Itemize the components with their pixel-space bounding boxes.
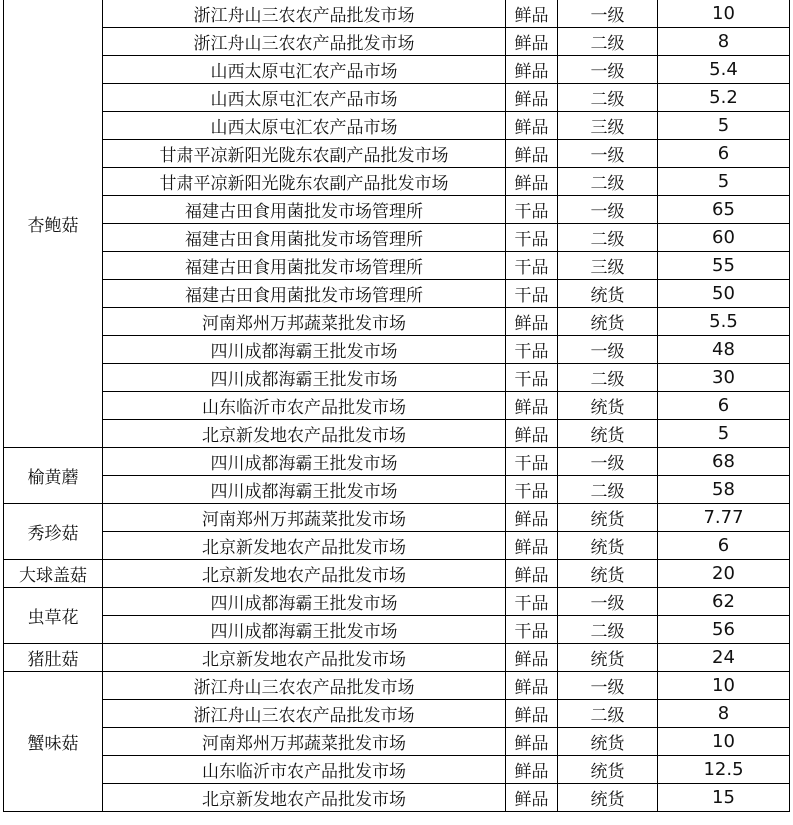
market-cell: 福建古田食用菌批发市场管理所 [103, 252, 506, 280]
table-row [4, 280, 790, 308]
form-cell: 鲜品 [506, 392, 558, 420]
table-row [4, 644, 790, 672]
price-cell: 24 [658, 644, 790, 672]
variety-cell: 秀珍菇 [4, 504, 103, 560]
price-cell: 5 [658, 420, 790, 448]
market-cell: 四川成都海霸王批发市场 [103, 616, 506, 644]
market-cell: 北京新发地农产品批发市场 [103, 532, 506, 560]
price-cell: 15 [658, 784, 790, 812]
table-row [4, 560, 790, 588]
price-table [3, 0, 790, 812]
form-cell: 干品 [506, 448, 558, 476]
form-cell: 鲜品 [506, 84, 558, 112]
market-cell: 甘肃平凉新阳光陇东农副产品批发市场 [103, 168, 506, 196]
grade-cell: 统货 [558, 280, 658, 308]
grade-cell: 一级 [558, 672, 658, 700]
market-cell: 山东临沂市农产品批发市场 [103, 756, 506, 784]
table-row [4, 784, 790, 812]
table-row [4, 308, 790, 336]
form-cell: 干品 [506, 588, 558, 616]
form-cell: 鲜品 [506, 672, 558, 700]
price-table-body [4, 0, 790, 812]
market-cell: 四川成都海霸王批发市场 [103, 448, 506, 476]
market-cell: 山西太原屯汇农产品市场 [103, 112, 506, 140]
market-cell: 四川成都海霸王批发市场 [103, 476, 506, 504]
price-cell: 6 [658, 532, 790, 560]
grade-cell: 一级 [558, 588, 658, 616]
grade-cell: 一级 [558, 56, 658, 84]
form-cell: 鲜品 [506, 784, 558, 812]
grade-cell: 二级 [558, 476, 658, 504]
price-cell: 8 [658, 700, 790, 728]
form-cell: 鲜品 [506, 532, 558, 560]
form-cell: 鲜品 [506, 56, 558, 84]
price-cell: 62 [658, 588, 790, 616]
grade-cell: 统货 [558, 392, 658, 420]
form-cell: 干品 [506, 616, 558, 644]
grade-cell: 统货 [558, 784, 658, 812]
price-cell: 58 [658, 476, 790, 504]
price-cell: 68 [658, 448, 790, 476]
grade-cell: 一级 [558, 336, 658, 364]
form-cell: 鲜品 [506, 504, 558, 532]
market-cell: 福建古田食用菌批发市场管理所 [103, 224, 506, 252]
form-cell: 鲜品 [506, 420, 558, 448]
table-row [4, 84, 790, 112]
table-row [4, 532, 790, 560]
price-cell: 50 [658, 280, 790, 308]
market-cell: 浙江舟山三农农产品批发市场 [103, 672, 506, 700]
table-row [4, 588, 790, 616]
price-cell: 10 [658, 0, 790, 28]
table-row [4, 140, 790, 168]
grade-cell: 统货 [558, 560, 658, 588]
table-row [4, 700, 790, 728]
form-cell: 干品 [506, 364, 558, 392]
grade-cell: 一级 [558, 140, 658, 168]
market-cell: 河南郑州万邦蔬菜批发市场 [103, 504, 506, 532]
grade-cell: 统货 [558, 728, 658, 756]
market-cell: 北京新发地农产品批发市场 [103, 644, 506, 672]
variety-cell: 大球盖菇 [4, 560, 103, 588]
market-cell: 山东临沂市农产品批发市场 [103, 392, 506, 420]
variety-cell: 蟹味菇 [4, 672, 103, 812]
price-cell: 5 [658, 112, 790, 140]
price-cell: 6 [658, 140, 790, 168]
price-cell: 8 [658, 28, 790, 56]
market-cell: 四川成都海霸王批发市场 [103, 364, 506, 392]
price-cell: 7.77 [658, 504, 790, 532]
market-cell: 山西太原屯汇农产品市场 [103, 84, 506, 112]
market-cell: 山西太原屯汇农产品市场 [103, 56, 506, 84]
price-cell: 65 [658, 196, 790, 224]
market-cell: 福建古田食用菌批发市场管理所 [103, 280, 506, 308]
form-cell: 干品 [506, 280, 558, 308]
market-cell: 北京新发地农产品批发市场 [103, 560, 506, 588]
form-cell: 鲜品 [506, 756, 558, 784]
table-row [4, 504, 790, 532]
variety-cell: 猪肚菇 [4, 644, 103, 672]
price-cell: 5.4 [658, 56, 790, 84]
table-row [4, 336, 790, 364]
price-cell: 6 [658, 392, 790, 420]
price-cell: 55 [658, 252, 790, 280]
table-row [4, 728, 790, 756]
grade-cell: 二级 [558, 700, 658, 728]
price-cell: 20 [658, 560, 790, 588]
price-cell: 56 [658, 616, 790, 644]
grade-cell: 统货 [558, 532, 658, 560]
grade-cell: 一级 [558, 196, 658, 224]
form-cell: 鲜品 [506, 560, 558, 588]
price-cell: 60 [658, 224, 790, 252]
grade-cell: 统货 [558, 644, 658, 672]
form-cell: 鲜品 [506, 168, 558, 196]
table-row [4, 168, 790, 196]
table-row [4, 0, 790, 28]
form-cell: 干品 [506, 336, 558, 364]
form-cell: 鲜品 [506, 308, 558, 336]
grade-cell: 一级 [558, 0, 658, 28]
grade-cell: 统货 [558, 756, 658, 784]
price-cell: 5 [658, 168, 790, 196]
form-cell: 干品 [506, 476, 558, 504]
table-row [4, 28, 790, 56]
form-cell: 鲜品 [506, 112, 558, 140]
price-cell: 10 [658, 672, 790, 700]
market-cell: 浙江舟山三农农产品批发市场 [103, 700, 506, 728]
price-cell: 30 [658, 364, 790, 392]
table-row [4, 756, 790, 784]
market-cell: 四川成都海霸王批发市场 [103, 336, 506, 364]
grade-cell: 二级 [558, 224, 658, 252]
grade-cell: 二级 [558, 364, 658, 392]
market-cell: 河南郑州万邦蔬菜批发市场 [103, 308, 506, 336]
table-row [4, 476, 790, 504]
grade-cell: 二级 [558, 84, 658, 112]
form-cell: 鲜品 [506, 728, 558, 756]
table-row [4, 616, 790, 644]
table-row [4, 392, 790, 420]
grade-cell: 三级 [558, 112, 658, 140]
grade-cell: 统货 [558, 420, 658, 448]
price-cell: 12.5 [658, 756, 790, 784]
form-cell: 鲜品 [506, 700, 558, 728]
form-cell: 干品 [506, 196, 558, 224]
price-cell: 10 [658, 728, 790, 756]
table-row [4, 224, 790, 252]
market-cell: 甘肃平凉新阳光陇东农副产品批发市场 [103, 140, 506, 168]
table-row [4, 112, 790, 140]
table-row [4, 252, 790, 280]
variety-cell: 榆黄蘑 [4, 448, 103, 504]
grade-cell: 统货 [558, 308, 658, 336]
table-row [4, 420, 790, 448]
form-cell: 鲜品 [506, 0, 558, 28]
price-cell: 5.5 [658, 308, 790, 336]
table-row [4, 448, 790, 476]
market-cell: 浙江舟山三农农产品批发市场 [103, 0, 506, 28]
grade-cell: 二级 [558, 616, 658, 644]
variety-cell: 杏鲍菇 [4, 0, 103, 448]
form-cell: 干品 [506, 252, 558, 280]
form-cell: 鲜品 [506, 28, 558, 56]
form-cell: 鲜品 [506, 140, 558, 168]
grade-cell: 二级 [558, 28, 658, 56]
form-cell: 鲜品 [506, 644, 558, 672]
grade-cell: 一级 [558, 448, 658, 476]
grade-cell: 三级 [558, 252, 658, 280]
market-cell: 浙江舟山三农农产品批发市场 [103, 28, 506, 56]
market-cell: 福建古田食用菌批发市场管理所 [103, 196, 506, 224]
price-cell: 48 [658, 336, 790, 364]
table-row [4, 364, 790, 392]
variety-cell: 虫草花 [4, 588, 103, 644]
market-cell: 北京新发地农产品批发市场 [103, 784, 506, 812]
table-row [4, 56, 790, 84]
grade-cell: 二级 [558, 168, 658, 196]
market-cell: 北京新发地农产品批发市场 [103, 420, 506, 448]
market-cell: 四川成都海霸王批发市场 [103, 588, 506, 616]
form-cell: 干品 [506, 224, 558, 252]
table-row [4, 196, 790, 224]
price-cell: 5.2 [658, 84, 790, 112]
grade-cell: 统货 [558, 504, 658, 532]
market-cell: 河南郑州万邦蔬菜批发市场 [103, 728, 506, 756]
table-row [4, 672, 790, 700]
